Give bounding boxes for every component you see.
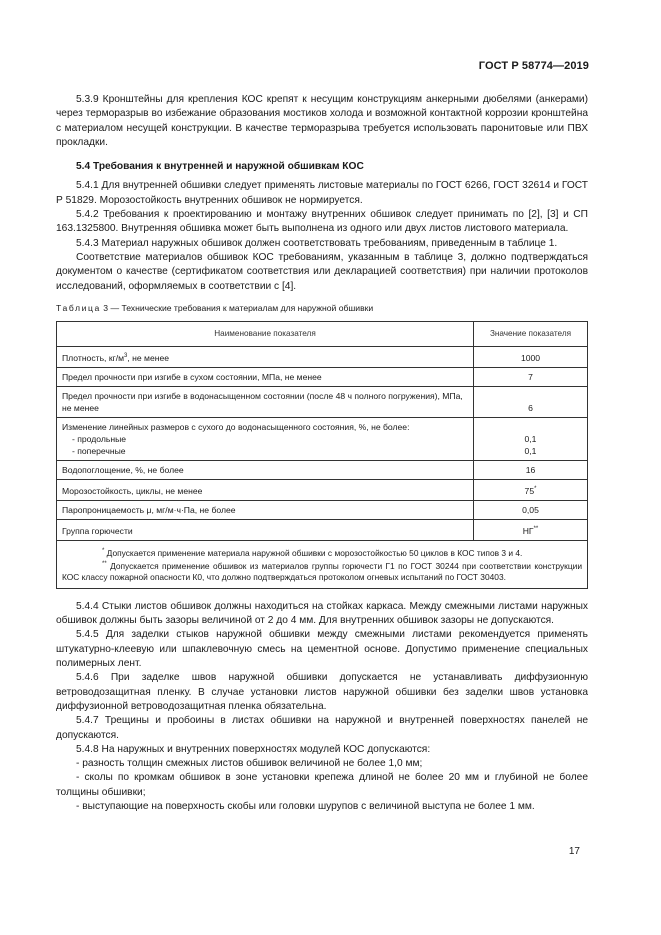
column-header-name: Наименование показателя [57, 322, 474, 347]
list-item: - разность толщин смежных листов обшивок величиной не более 1,0 мм; [76, 758, 423, 770]
linear-value-transverse: 0,1 [524, 446, 537, 457]
page-number: 17 [568, 846, 580, 857]
paragraph-5-4-3: 5.4.3 Материал наружных обшивок должен соответствовать требованиям, приведенным в таблице 1. [76, 237, 558, 249]
table-row [57, 368, 588, 387]
requirements-table [56, 321, 588, 589]
paragraph-5-3-9: 5.3.9 Кронштейны для крепления КОС крепят к несущим конструкциям анкерными дюбелями (анкерами) через терморазрыв во избежание образования мостиков холода и возможной контактной коррозии кронштейна с материалом несущей конструкции. В качестве терморазрыва требуется использовать паронитовые или ПВХ прокладки. [56, 94, 588, 148]
table-row [57, 461, 588, 480]
table-row [57, 480, 588, 501]
table-notes [57, 540, 588, 588]
table-note-1: * Допускается применение материала наружной обшивки с морозостойкостью 50 циклов в КОС типов 3 и 4. [102, 547, 523, 558]
table-notes-row [57, 540, 588, 588]
linear-change-longitudinal: - продольные [72, 434, 127, 445]
section-heading-5-4: 5.4 Требования к внутренней и наружной обшивкам КОС [76, 161, 364, 173]
table-row [57, 519, 588, 540]
table-note-2: ** Допускается применение обшивок из материалов группы горючести Г1 по ГОСТ 30244 при соответствии конструкции КОС классу пожарной опасности К0, что должно подтверждаться протоколом огневых испытаний по ГОСТ 30403. [62, 560, 582, 583]
paragraph-5-4-4: 5.4.4 Стыки листов обшивок должны находиться на стойках каркаса. Между смежными листами наружных обшивок должны быть зазоры величиной от 2 до 4 мм. Для внутренних обшивок зазоры не допускаются. [56, 600, 588, 627]
table-row [57, 418, 588, 461]
row-value-fire: НГ** [474, 519, 588, 540]
paragraph-5-4-1: 5.4.1 Для внутренней обшивки следует применять листовые материалы по ГОСТ 6266, ГОСТ 32614 и ГОСТ Р 51829. Морозостойкость внутренних обшивок не нормируется. [56, 180, 588, 206]
linear-change-transverse: - поперечные [72, 446, 126, 457]
paragraph-5-4-6: 5.4.6 При заделке швов наружной обшивки допускается не устанавливать диффузионную ветроводозащитная пленку. В случае установки листов наружной обшивки без заделки швов установка диффузионной ветроводозащитная пленка обязательна. [56, 672, 588, 712]
row-value-density: 1000 [474, 347, 588, 368]
list-item: - сколы по кромкам обшивок в зоне установки крепежа длиной не более 20 мм и глубиной не более толщины обшивки; [56, 772, 588, 798]
table-row [57, 387, 588, 418]
row-value-vapor: 0,05 [474, 500, 588, 519]
row-name-vapor: Паропроницаемость μ, мг/м·ч·Па, не более [57, 500, 474, 519]
paragraph-5-4-3-conformity: Соответствие материалов обшивок КОС требованиям, указанным в таблице 3, должно подтверждаться документом о качестве (сертификатом соответствия или декларацией соответствия) при наличии протоколов исследований, оформляемых в соответствии с [4]. [56, 251, 588, 292]
table-header-row [57, 322, 588, 347]
paragraph-5-4-2: 5.4.2 Требования к проектированию и монтажу внутренних обшивок следует принимать по [2], [3] и СП 163.1325800. Внутренняя обшивка может быть выполнена из одного или двух листов листового материала. [56, 209, 588, 235]
table-caption-title: 3 — Технические требования к материалам для наружной обшивки [103, 302, 374, 313]
row-name-absorption: Водопоглощение, %, не более [57, 461, 474, 480]
column-header-value: Значение показателя [474, 322, 588, 347]
row-value-absorption: 16 [474, 461, 588, 480]
table-row [57, 500, 588, 519]
paragraph-5-4-8: 5.4.8 На наружных и внутренних поверхностях модулей КОС допускаются: [76, 743, 431, 755]
row-name-fire: Группа горючести [57, 519, 474, 540]
row-value-frost: 75* [474, 480, 588, 501]
paragraph-5-4-7: 5.4.7 Трещины и пробоины в листах обшивки на наружной и внутренней поверхностях панелей не допускаются. [56, 715, 588, 741]
row-name-frost: Морозостойкость, циклы, не менее [57, 480, 474, 501]
row-name-wet-strength: Предел прочности при изгибе в водонасыщенном состоянии (после 48 ч полного погружения), МПа, не менее [57, 387, 474, 418]
page-content [56, 93, 588, 814]
row-value-dry-strength: 7 [474, 368, 588, 387]
table-caption [56, 301, 588, 315]
row-name-dry-strength: Предел прочности при изгибе в сухом состоянии, МПа, не менее [57, 368, 474, 387]
paragraph-5-4-5: 5.4.5 Для заделки стыков наружной обшивки между смежными листами рекомендуется применять штукатурно-клеевую или шпаклевочную смесь на цементной основе. Допустимо применение специальных полимерных лент. [56, 629, 588, 670]
row-value-linear-change [474, 418, 588, 461]
document-header: ГОСТ Р 58774—2019 [478, 60, 589, 72]
row-name-linear-change [57, 418, 474, 461]
linear-value-longitudinal: 0,1 [524, 434, 537, 445]
table-caption-label: Таблица [56, 302, 101, 313]
linear-change-label: Изменение линейных размеров с сухого до водонасыщенного состояния, %, не более: [62, 422, 410, 433]
row-value-wet-strength: 6 [474, 387, 588, 418]
table-row [57, 347, 588, 368]
list-item: - выступающие на поверхность скобы или головки шурупов с величиной выступа не более 1 мм. [76, 800, 535, 812]
row-name-density: Плотность, $кг/м^3$, не менее [57, 347, 474, 368]
